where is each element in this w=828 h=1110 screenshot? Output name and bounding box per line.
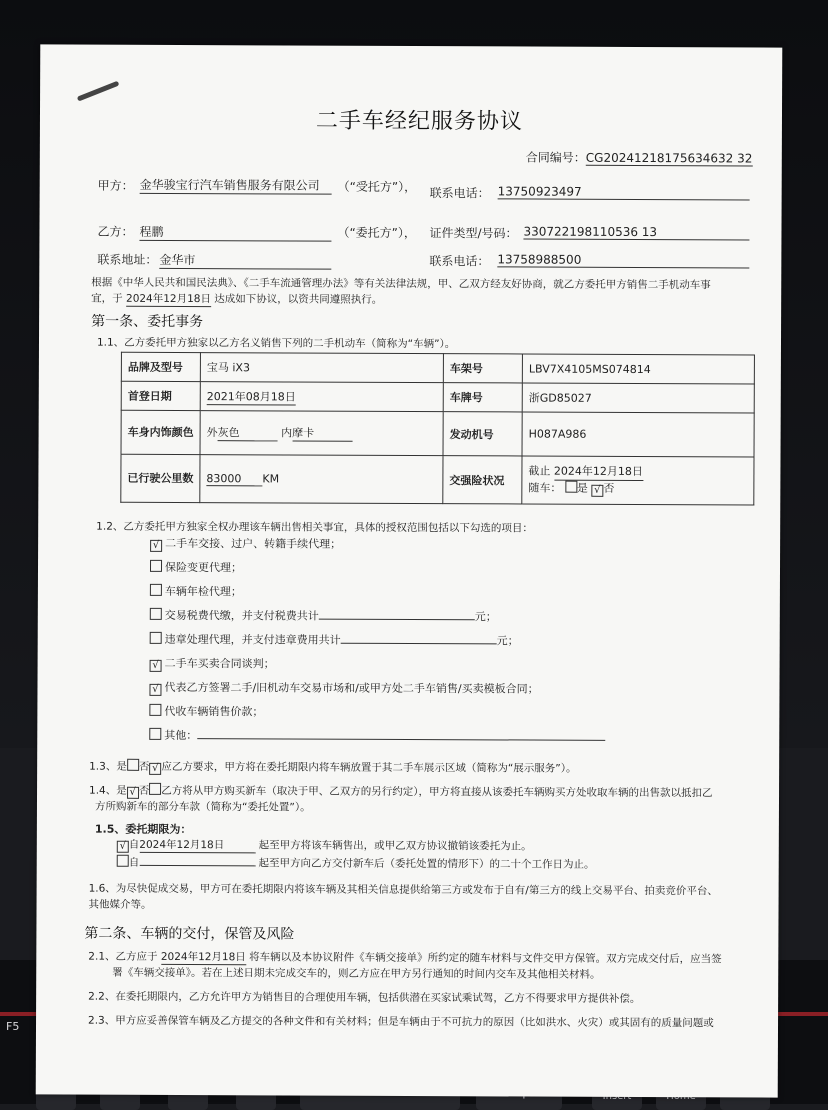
clause-2-2: 2.2、在委托期限内，乙方允许甲方为销售目的合理使用车辆，包括供潜在买家试乘试驾，乙方不得要求甲方提供补偿。 — [88, 990, 641, 1006]
clause-2-1-line2: 署《车辆交接单》。若在上述日期未完成交车的，则乙方应在甲方另行通知的时间内交车及其他相关材料。 — [112, 966, 601, 981]
clause-1-6-line1: 1.6、为尽快促成交易，甲方可在委托期限内将该车辆及其相关信息提供给第三方或发布于自有/第三方的线上交易平台、拍卖竞价平台、 — [88, 882, 718, 898]
option-checkbox[interactable] — [150, 608, 162, 620]
clause-2-1-prefix: 2.1、乙方应于 — [88, 950, 158, 963]
clause-1-5-line1 — [117, 837, 532, 855]
clause-1-2: 1.2、乙方委托甲方独家全权办理该车辆出售相关事宜，具体的授权范围包括以下勾选的项目： — [96, 520, 533, 535]
clause-1-5-heading: 1.5、委托期限为： — [94, 822, 192, 837]
party-b-id-label: 证件类型/号码： — [429, 226, 518, 241]
preamble-post: 达成如下协议，以资共同遵照执行。 — [214, 293, 383, 306]
page-title: 二手车经纪服务协议 — [315, 108, 524, 135]
party-b-address: 金华市 — [159, 251, 331, 270]
option-label: 保险变更代理； — [164, 560, 243, 575]
option-checkbox[interactable] — [150, 560, 162, 572]
option-label: 二手车交接、过户、转籍手续代理； — [165, 536, 342, 551]
clause-2-1-text: 将车辆以及本协议附件《车辆交接单》所约定的随车材料与文件交甲方保管。双方完成交付后，应当签 — [249, 951, 722, 966]
clause-1-3-text: 应乙方要求，甲方将在委托期限内将车辆放置于其二手车展示区域（简称为“展示服务”）。 — [161, 760, 577, 775]
option-label: 代表乙方签署二手/旧机动车交易市场和/或甲方处二手车销售/买卖模板合同； — [164, 680, 539, 696]
contract-number-label: 合同编号： — [525, 150, 586, 165]
authorization-option — [150, 655, 275, 673]
plate-label: 车牌号 — [443, 383, 522, 412]
clause-1-3-no-checkbox[interactable]: √ — [149, 763, 161, 775]
insurance-label: 交强险状况 — [443, 456, 522, 504]
party-a-phone-label: 联系电话： — [429, 186, 490, 201]
term-option2-date — [139, 865, 255, 867]
option-checkbox[interactable]: √ — [149, 684, 161, 696]
insurance-no-label: 否 — [603, 481, 615, 495]
option-unit: 元； — [474, 610, 497, 624]
party-b-role: （“委托方”）， — [337, 225, 416, 241]
preamble-line2 — [91, 291, 382, 308]
contract-number-value: CG20241218175634632 32 — [585, 150, 753, 166]
clause-1-6-line2: 其他媒介等。 — [88, 898, 152, 911]
insurance-no-checkbox[interactable]: √ — [591, 485, 603, 497]
clause-1-4-no-label: 否 — [138, 784, 150, 797]
option-label: 其他： — [164, 728, 198, 743]
contract-number-row — [526, 149, 753, 167]
party-b-address-label: 联系地址： — [97, 252, 158, 267]
party-b-name: 程鹏 — [139, 223, 331, 242]
clause-2-3: 2.3、甲方应妥善保管车辆及乙方提交的各种文件和有关材料；但是车辆由于不可抗力的原因（比如洪水、火灾）或其固有的质量问题或 — [88, 1014, 714, 1030]
mileage-label: 已行驶公里数 — [121, 454, 200, 502]
authorization-option — [150, 583, 242, 599]
reg-date-label: 首登日期 — [121, 381, 200, 410]
other-blank[interactable] — [197, 727, 605, 741]
clause-1-4-text: 乙方将从甲方购买新车（取决于甲、乙双方的另行约定），甲方将直接从该委托车辆购买方处收取车辆的出售款以抵扣乙 — [161, 784, 713, 800]
insurance-yes-label: 是 — [576, 481, 588, 495]
party-b-phone: 13758988500 — [497, 252, 749, 268]
party-a-role: （“受托方”）， — [337, 179, 417, 195]
option-checkbox[interactable] — [149, 728, 161, 740]
preamble-line1: 根据《中华人民共和国民法典》、《二手车流通管理办法》等有关法律法规，甲、乙双方经友好协商，就乙方委托甲方销售二手机动车事 — [91, 276, 711, 292]
party-a-phone: 13750923497 — [498, 184, 750, 200]
clause-1-4-prefix: 1.4、是 — [89, 784, 127, 797]
party-b-phone-label: 联系电话： — [429, 254, 490, 269]
term-option2-checkbox[interactable] — [117, 855, 129, 867]
authorization-option — [149, 679, 538, 698]
vin-value: LBV7X4105MS074814 — [522, 354, 754, 384]
party-b-label: 乙方： — [97, 224, 134, 239]
contract-page — [36, 44, 783, 1097]
inner-color: 摩卡 — [292, 424, 352, 441]
insurance-yes-checkbox[interactable] — [565, 481, 577, 493]
clause-1-4-yes-checkbox[interactable]: √ — [127, 787, 139, 799]
authorization-option — [150, 607, 497, 625]
term-option1-checkbox[interactable]: √ — [117, 841, 129, 853]
clause-1-3-yes-checkbox[interactable] — [127, 759, 139, 771]
key-f5: F5 — [6, 1020, 20, 1033]
table-row — [121, 381, 754, 413]
term-option1-text: 起至甲方将该车辆售出，或甲乙双方协议撤销该委托为止。 — [258, 839, 532, 853]
option-label: 交易税费代缴，并支付税费共计 — [164, 608, 319, 623]
term-option2-text: 起至甲方向乙方交付新车后（委托处置的情形下）的二十个工作日为止。 — [258, 857, 595, 871]
reg-date-value: 2021年08月18日 — [206, 389, 296, 404]
option-amount-blank[interactable] — [341, 632, 497, 645]
term-option2-prefix: 自 — [128, 856, 140, 869]
inner-color-prefix: 内 — [281, 426, 293, 440]
engine-label: 发动机号 — [443, 412, 522, 456]
clause-1-5-line2 — [117, 855, 595, 872]
brand-label: 品牌及型号 — [121, 352, 200, 381]
option-unit: 元； — [496, 634, 519, 648]
clause-1-3-prefix: 1.3、是 — [89, 760, 127, 773]
option-checkbox[interactable] — [150, 632, 162, 644]
clause-1-3 — [89, 759, 576, 777]
vehicle-table — [120, 352, 755, 506]
insurance-cell — [522, 456, 754, 505]
color-cell — [200, 411, 443, 456]
clause-2-1-date: 2024年12月18日 — [160, 950, 246, 964]
option-label: 车辆年检代理； — [164, 584, 242, 599]
pen-mark — [77, 81, 120, 102]
clause-1-3-no-label: 否 — [138, 760, 150, 773]
party-a-label: 甲方： — [97, 178, 134, 193]
clause-1-4-line2: 方所购新车的部分车款（简称为“委托处置”）。 — [94, 800, 311, 814]
option-checkbox[interactable] — [150, 584, 162, 596]
engine-value: H087A986 — [522, 412, 754, 457]
mileage-value: 83000 — [206, 472, 262, 486]
term-option1-prefix: 自 — [128, 838, 140, 851]
brand-value: 宝马 iX3 — [200, 353, 443, 383]
option-amount-blank[interactable] — [319, 608, 475, 621]
option-label: 违章处理代理，并支付违章费用共计 — [164, 632, 341, 647]
mileage-cell — [200, 455, 443, 504]
outer-color: 灰色 — [218, 424, 278, 441]
party-a-name: 金华骏宝行汽车销售服务有限公司 — [140, 177, 332, 195]
color-label: 车身内饰颜色 — [121, 410, 200, 454]
insurance-follow-label: 随车： — [528, 481, 562, 495]
authorization-option — [150, 559, 242, 575]
authorization-option — [150, 631, 519, 649]
article2-heading: 第二条、车辆的交付，保管及风险 — [84, 925, 295, 943]
vin-label: 车架号 — [443, 354, 522, 383]
plate-value: 浙GD85027 — [522, 383, 754, 413]
outer-color-prefix: 外 — [206, 426, 218, 440]
option-label: 代收车辆销售价款； — [164, 704, 264, 719]
clause-1-4-no-checkbox[interactable] — [149, 783, 161, 795]
option-checkbox[interactable]: √ — [150, 540, 162, 552]
reg-date-cell — [200, 382, 443, 412]
party-b-id: 330722198110536 13 — [523, 224, 749, 240]
article1-heading: 第一条、委托事务 — [91, 313, 204, 331]
authorization-option — [149, 703, 263, 719]
preamble-pre: 宜，于 — [91, 292, 123, 305]
table-row — [121, 454, 754, 505]
insurance-until-label: 截止 — [528, 464, 551, 478]
authorization-option — [149, 727, 605, 745]
insurance-date: 2024年12月18日 — [554, 464, 643, 481]
mileage-unit: KM — [262, 471, 280, 485]
table-row — [121, 352, 754, 384]
preamble-date: 2024年12月18日 — [126, 292, 212, 306]
option-label: 二手车买卖合同谈判； — [164, 656, 275, 671]
option-checkbox[interactable] — [149, 704, 161, 716]
table-row — [121, 410, 754, 457]
option-checkbox[interactable]: √ — [150, 660, 162, 672]
clause-1-1: 1.1、乙方委托甲方独家以乙方名义销售下列的二手机动车（简称为“车辆”）。 — [96, 336, 456, 351]
term-start-date: 2024年12月18日 — [139, 837, 255, 854]
authorization-option — [150, 535, 341, 553]
